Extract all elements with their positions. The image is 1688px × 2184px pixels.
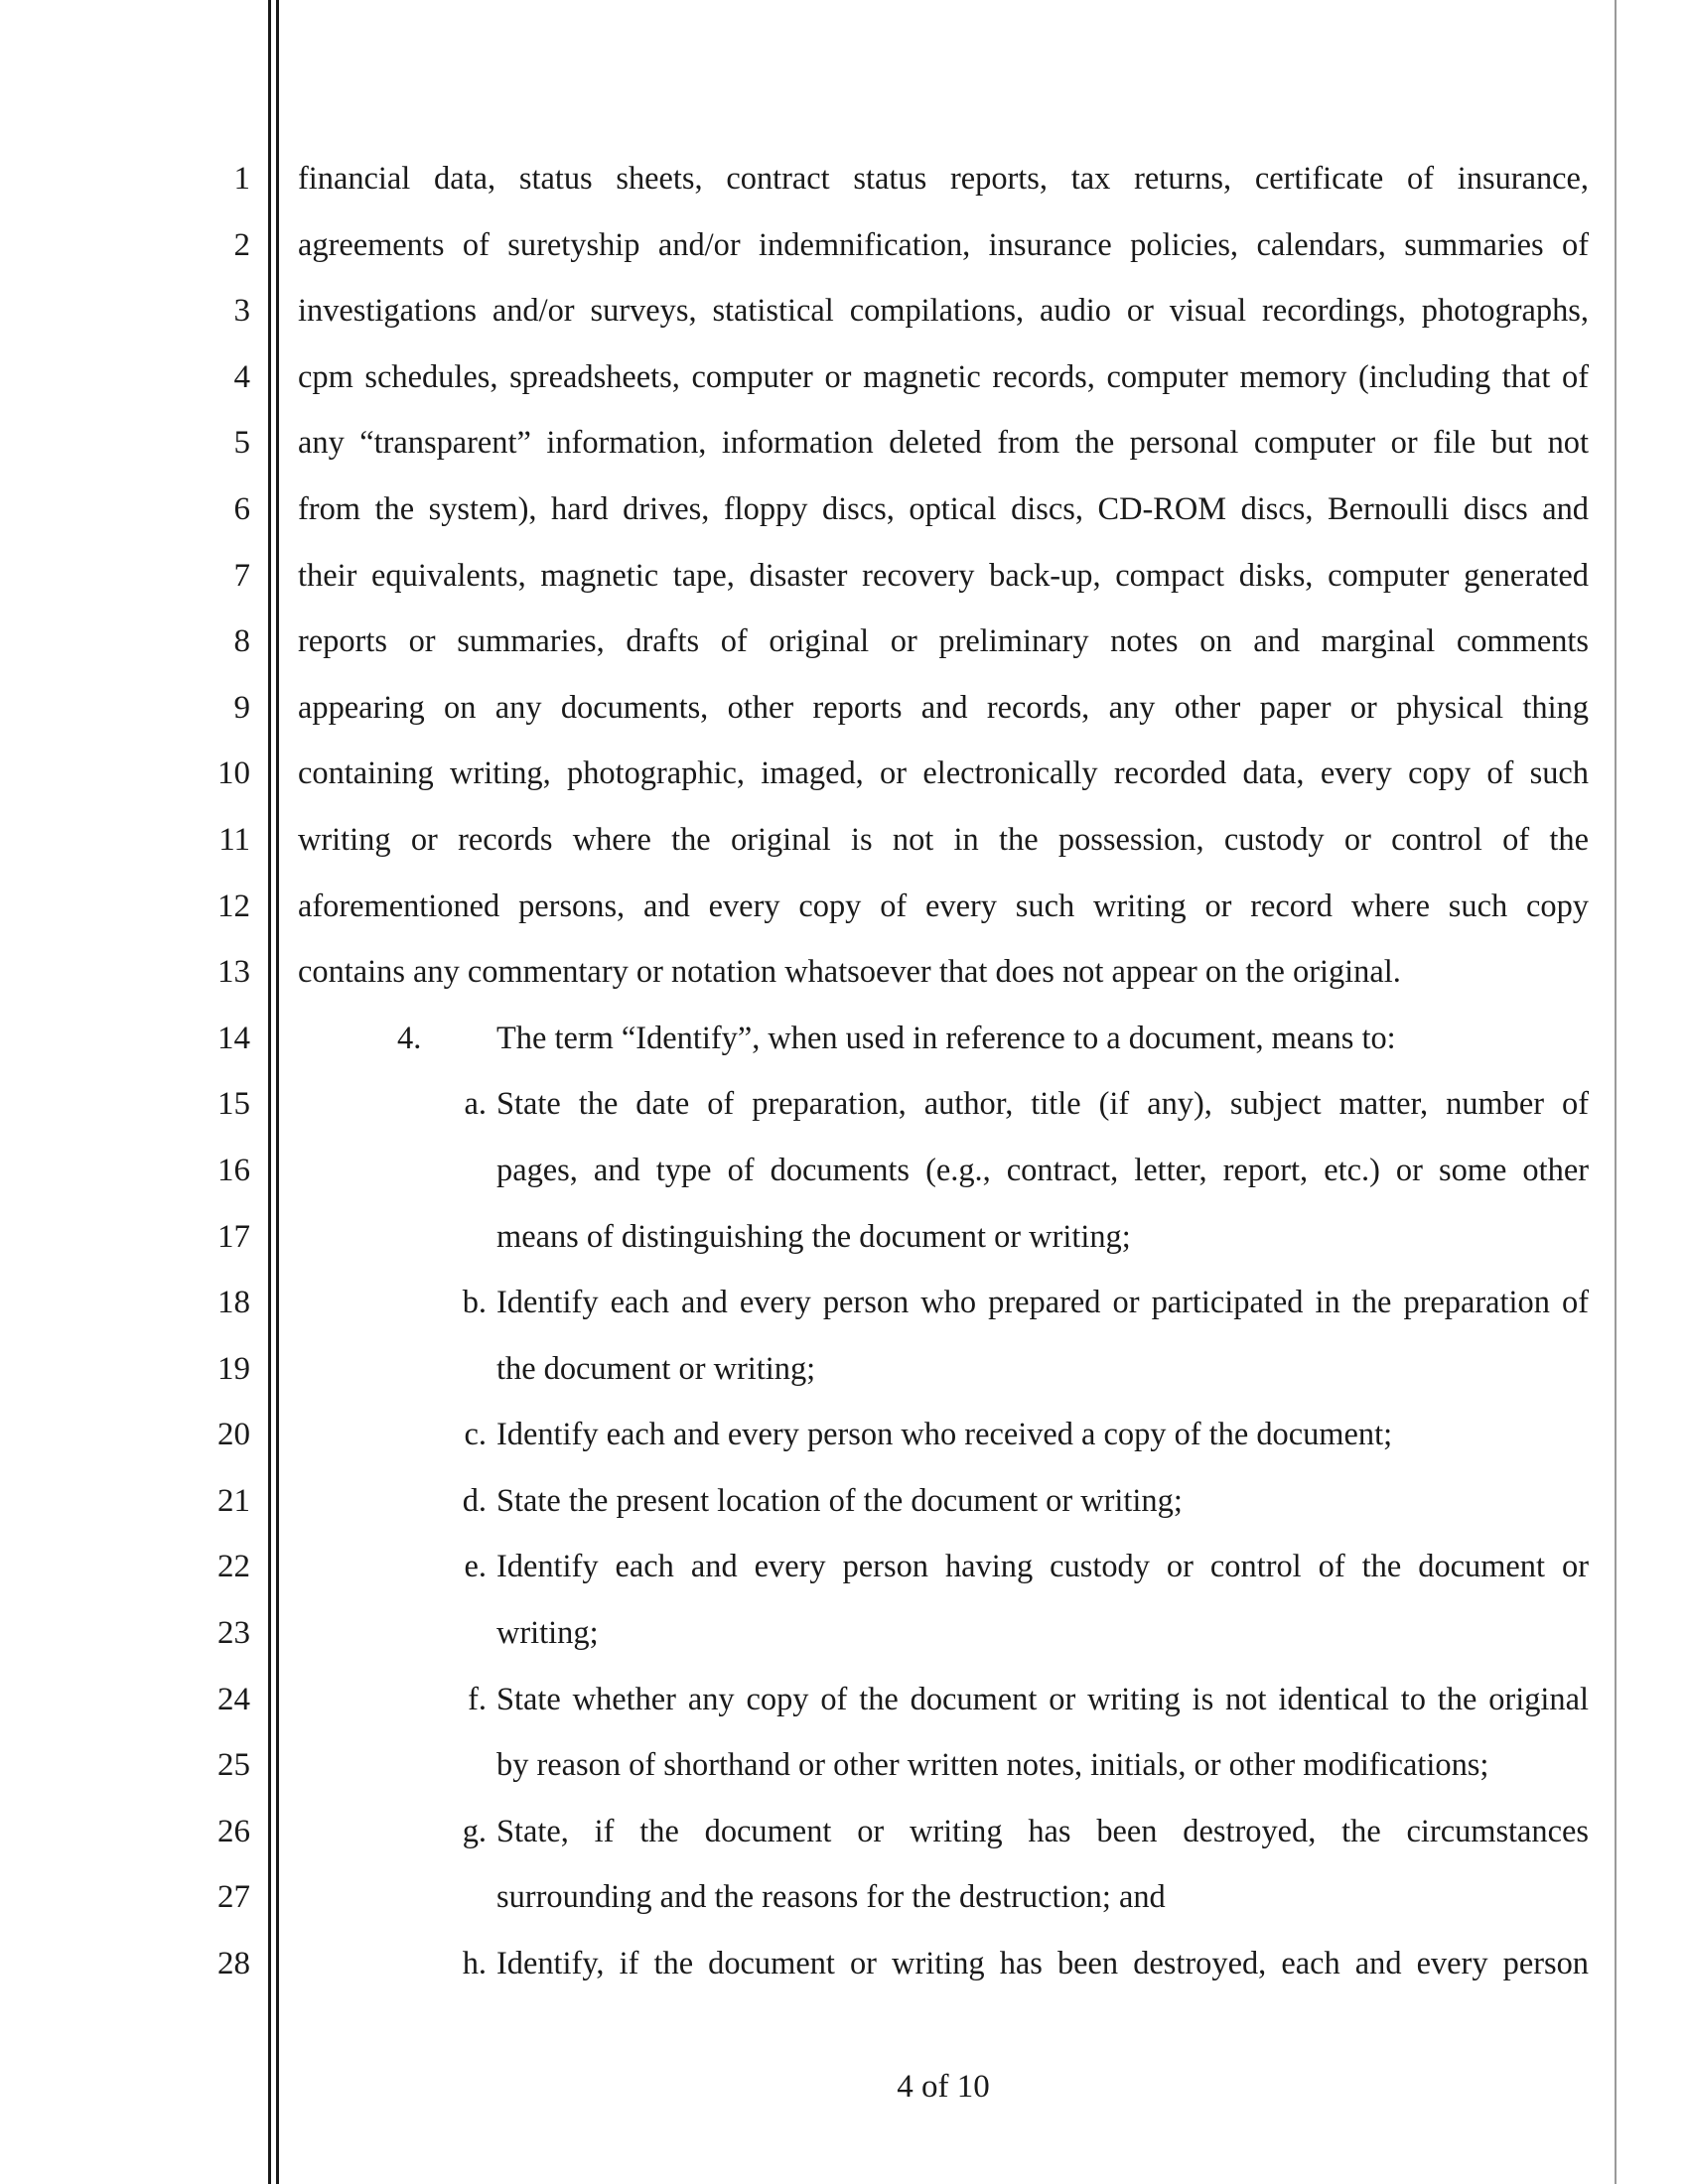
list-item-line: Identify each and every person who prepared or participated in the preparation of: [496, 1285, 1589, 1321]
line-number: 8: [233, 623, 250, 660]
list-item-line: State whether any copy of the document or writing is not identical to the original: [496, 1681, 1589, 1717]
list-item-line: by reason of shorthand or other written notes, initials, or other modifications;: [496, 1747, 1489, 1784]
line-number: 7: [233, 557, 250, 594]
list-item-e: [298, 1541, 1589, 1673]
list-item-line: State the date of preparation, author, title (if any), subject matter, number of: [496, 1086, 1589, 1123]
body-line: appearing on any documents, other reports and records, any other paper or physical thing: [298, 689, 1589, 726]
list-item-letter: b.: [462, 1285, 487, 1321]
body-line: cpm schedules, spreadsheets, computer or magnetic records, computer memory (including that of: [298, 358, 1589, 395]
line-number: 3: [233, 293, 250, 330]
page-number-footer: 4 of 10: [897, 2069, 990, 2105]
line-number: 18: [217, 1285, 250, 1321]
body-line: reports or summaries, drafts of original or preliminary notes on and marginal comments: [298, 623, 1589, 660]
line-number: 9: [233, 689, 250, 726]
body-line: investigations and/or surveys, statistical compilations, audio or visual recordings, photographs,: [298, 293, 1589, 330]
list-item-letter: d.: [462, 1482, 487, 1519]
list-item-line: surrounding and the reasons for the destruction; and: [496, 1879, 1166, 1916]
list-item-line: Identify each and every person who received a copy of the document;: [496, 1417, 1393, 1453]
line-number: 17: [217, 1218, 250, 1255]
document-body: [298, 153, 1589, 2004]
list-item-f: [298, 1674, 1589, 1806]
body-line: financial data, status sheets, contract status reports, tax returns, certificate of insurance,: [298, 161, 1589, 197]
list-item-line: pages, and type of documents (e.g., contract, letter, report, etc.) or some other: [496, 1152, 1589, 1188]
line-number: 1: [233, 161, 250, 197]
list-item-line: State, if the document or writing has been destroyed, the circumstances: [496, 1813, 1589, 1849]
list-item-line: Identify, if the document or writing has been destroyed, each and every person: [496, 1946, 1589, 1982]
list-item-letter: c.: [464, 1417, 487, 1453]
line-number: 6: [233, 490, 250, 527]
list-item-c: [298, 1409, 1589, 1475]
line-number: 28: [217, 1946, 250, 1982]
list-item-line: Identify each and every person having custody or control of the document or: [496, 1549, 1589, 1585]
left-margin-rule-inner: [276, 0, 279, 2184]
paragraph-4-intro: The term “Identify”, when used in reference to a document, means to:: [496, 1020, 1396, 1056]
body-line: their equivalents, magnetic tape, disaster recovery back-up, compact disks, computer generated: [298, 557, 1589, 594]
line-number: 11: [218, 821, 250, 858]
left-margin-rule-outer: [268, 0, 271, 2184]
line-number: 2: [233, 226, 250, 263]
list-item-line: writing;: [496, 1615, 599, 1652]
list-item-line: means of distinguishing the document or writing;: [496, 1218, 1131, 1255]
body-line: writing or records where the original is not in the possession, custody or control of the: [298, 821, 1589, 858]
line-number: 10: [217, 755, 250, 792]
line-number: 14: [217, 1020, 250, 1056]
list-item-letter: h.: [462, 1946, 487, 1982]
line-number: 22: [217, 1549, 250, 1585]
definition-paragraph-continuation: [298, 153, 1589, 1013]
body-line: contains any commentary or notation whatsoever that does not appear on the original.: [298, 954, 1401, 991]
list-item-letter: e.: [464, 1549, 487, 1585]
list-item-g: [298, 1806, 1589, 1938]
line-number: 12: [217, 887, 250, 924]
list-item-a: [298, 1078, 1589, 1277]
body-line: from the system), hard drives, floppy discs, optical discs, CD-ROM discs, Bernoulli discs and: [298, 490, 1589, 527]
body-line: agreements of suretyship and/or indemnification, insurance policies, calendars, summaries of: [298, 226, 1589, 263]
line-number: 26: [217, 1813, 250, 1849]
list-item-letter: a.: [464, 1086, 487, 1123]
list-item-letter: g.: [462, 1813, 487, 1849]
line-number: 15: [217, 1086, 250, 1123]
line-number: 19: [217, 1350, 250, 1387]
line-number: 20: [217, 1417, 250, 1453]
line-number: 23: [217, 1615, 250, 1652]
line-number: 4: [233, 358, 250, 395]
line-number: 21: [217, 1482, 250, 1519]
list-item-line: the document or writing;: [496, 1350, 816, 1387]
body-line: aforementioned persons, and every copy of every such writing or record where such copy: [298, 887, 1589, 924]
list-item-line: State the present location of the document or writing;: [496, 1482, 1183, 1519]
pleading-line-numbers: [195, 153, 250, 2004]
line-number: 27: [217, 1879, 250, 1916]
paragraph-4-heading: [298, 1013, 1589, 1079]
line-number: 25: [217, 1747, 250, 1784]
list-item-d: [298, 1475, 1589, 1542]
line-number: 16: [217, 1152, 250, 1188]
line-number: 24: [217, 1681, 250, 1717]
list-item-b: [298, 1277, 1589, 1409]
list-item-h: [298, 1938, 1589, 2004]
list-item-letter: f.: [468, 1681, 487, 1717]
body-line: containing writing, photographic, imaged, or electronically recorded data, every copy of such: [298, 755, 1589, 792]
body-line: any “transparent” information, information deleted from the personal computer or file but not: [298, 425, 1589, 462]
right-margin-rule: [1615, 0, 1617, 2184]
line-number: 13: [217, 954, 250, 991]
line-number: 5: [233, 425, 250, 462]
paragraph-number: 4.: [397, 1020, 422, 1056]
